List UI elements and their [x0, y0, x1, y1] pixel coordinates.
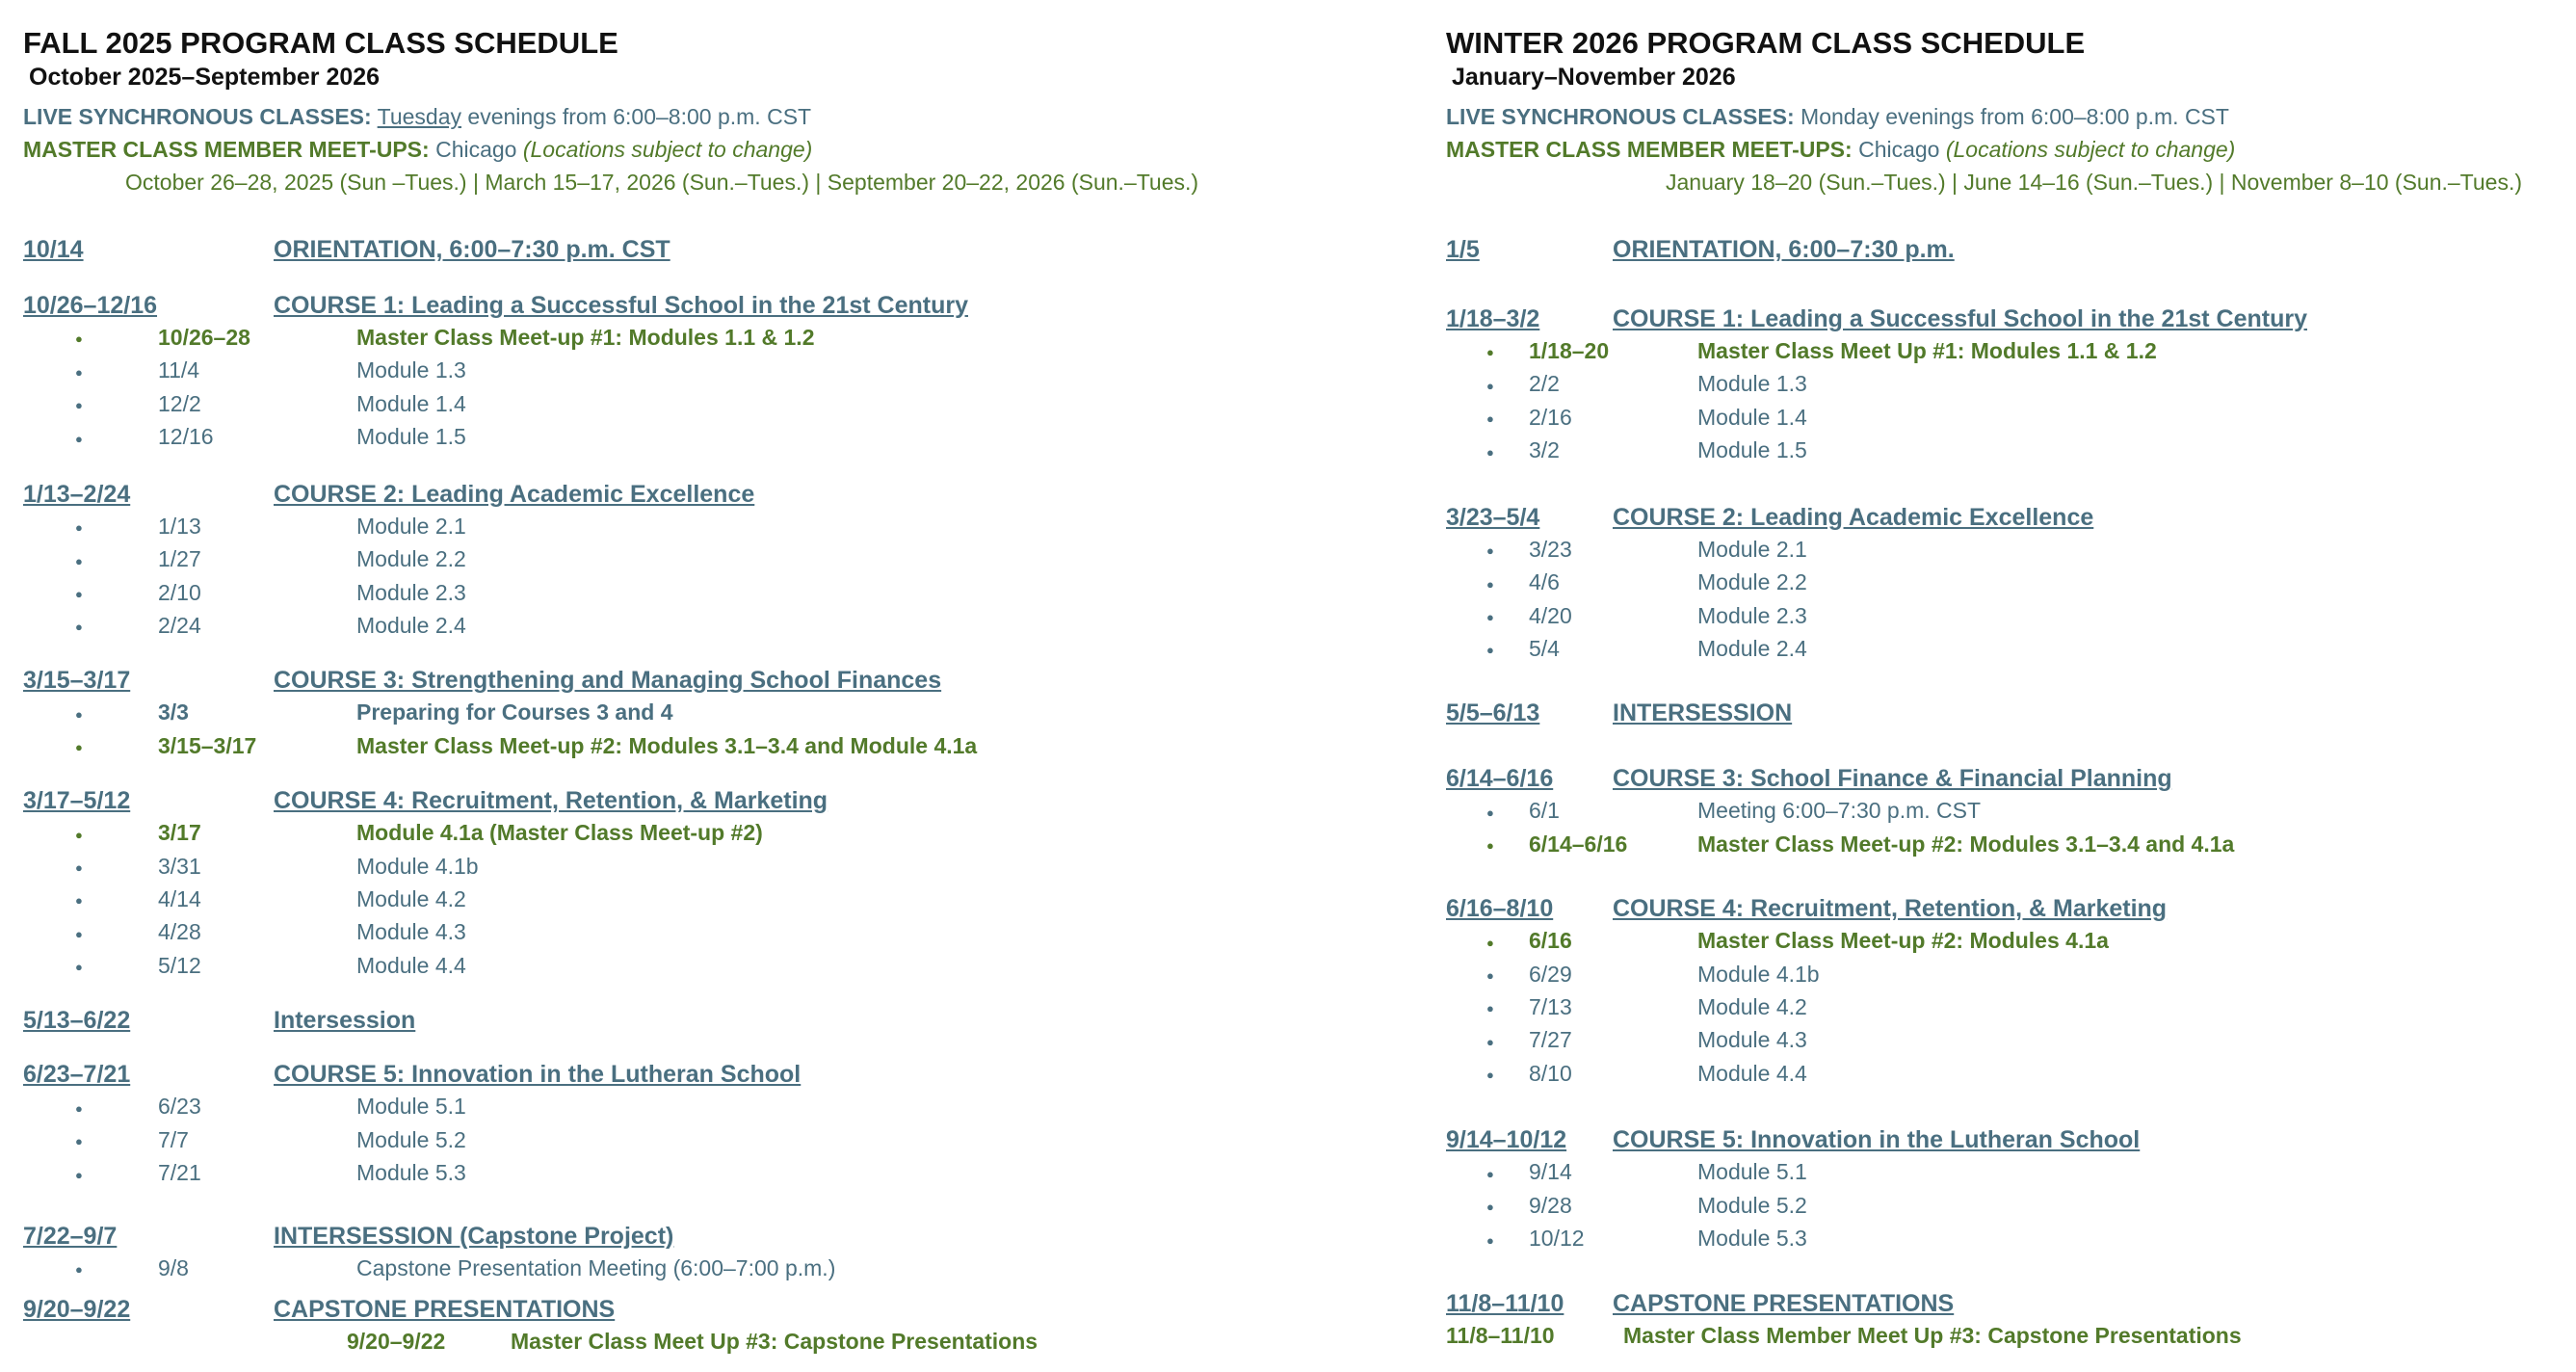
- item-text: Module 1.4: [1697, 404, 1807, 430]
- item-text: Master Class Meet-up #2: Modules 3.1–3.4 and Module 4.1a: [356, 732, 978, 758]
- capstone-row-text: Master Class Member Meet Up #3: Capstone Presentations: [1623, 1322, 2242, 1348]
- list-item: [23, 730, 1410, 763]
- item-text: Module 5.3: [356, 1160, 466, 1186]
- section-title: ORIENTATION, 6:00–7:30 p.m. CST: [274, 236, 670, 263]
- meetups-label: MASTER CLASS MEMBER MEET-UPS:: [23, 137, 430, 162]
- section-title: COURSE 1: Leading a Successful School in the 21st Century: [274, 292, 968, 319]
- item-text: Module 2.2: [356, 546, 466, 572]
- item-date: 3/31: [158, 853, 201, 879]
- winter-schedule: [1446, 25, 2563, 1352]
- section-heading: [23, 478, 1410, 511]
- item-date: 1/13: [158, 513, 201, 539]
- bullet-icon: [23, 1124, 158, 1157]
- list-item: [23, 697, 1410, 729]
- item-text: Module 4.1a (Master Class Meet-up #2): [356, 820, 763, 846]
- section-heading: [23, 1220, 1410, 1253]
- section-date: 3/15–3/17: [23, 667, 131, 695]
- module-list: [23, 1091, 1410, 1190]
- item-date: 11/4: [158, 357, 200, 383]
- bullet-icon: [23, 421, 158, 454]
- subtitle: October 2025–September 2026: [29, 64, 381, 91]
- capstone-row-date: 9/20–9/22: [347, 1329, 446, 1355]
- list-item: [23, 1157, 1410, 1190]
- course5-section: [23, 1058, 1410, 1190]
- bullet-icon: [23, 884, 158, 916]
- module-list: [1446, 795, 2563, 861]
- meetups-city: Chicago: [1858, 137, 1940, 162]
- bullet-icon: [1446, 925, 1529, 958]
- item-date: 1/27: [158, 546, 201, 572]
- course5-section: [1446, 1123, 2563, 1255]
- bullet-icon: [1446, 1156, 1529, 1189]
- section-date: 6/14–6/16: [1446, 765, 1554, 793]
- live-label: LIVE SYNCHRONOUS CLASSES:: [1446, 104, 1795, 129]
- bullet-icon: [1446, 1024, 1529, 1057]
- meetups-city: Chicago: [435, 137, 517, 162]
- section-title: COURSE 3: Strengthening and Managing School Finances: [274, 667, 942, 695]
- item-date: 7/21: [158, 1160, 201, 1186]
- item-text: Module 2.4: [356, 612, 466, 638]
- item-text: Module 4.2: [1697, 994, 1807, 1020]
- item-text: Module 2.4: [1697, 635, 1807, 661]
- list-item: [1446, 795, 2563, 828]
- list-item: [23, 1253, 1410, 1285]
- list-item: [1446, 1223, 2563, 1255]
- section-date: 10/26–12/16: [23, 292, 158, 319]
- list-item: [1446, 1156, 2563, 1189]
- item-date: 4/6: [1529, 569, 1560, 595]
- meetups-note: (Locations subject to change): [1945, 137, 2236, 162]
- section-title: CAPSTONE PRESENTATIONS: [274, 1296, 616, 1324]
- section-heading: [1446, 303, 2563, 335]
- list-item: [23, 511, 1410, 543]
- subtitle: January–November 2026: [1452, 64, 1736, 91]
- bullet-icon: [23, 916, 158, 949]
- item-text: Module 1.3: [1697, 371, 1807, 397]
- section-heading: [1446, 762, 2563, 795]
- section-title: COURSE 4: Recruitment, Retention, & Marketing: [1613, 895, 2168, 923]
- section-date: 9/20–9/22: [23, 1296, 131, 1324]
- orientation-section: [23, 233, 1410, 266]
- section-heading: [1446, 1287, 2563, 1320]
- bullet-icon: [23, 577, 158, 610]
- section-title: COURSE 5: Innovation in the Lutheran School: [1613, 1126, 2141, 1154]
- bullet-icon: [23, 1253, 158, 1285]
- item-text: Master Class Meet-up #2: Modules 4.1a: [1697, 928, 2109, 954]
- list-item: [1446, 829, 2563, 861]
- item-date: 1/18–20: [1529, 338, 1610, 363]
- item-date: 10/26–28: [158, 325, 250, 350]
- item-date: 3/2: [1529, 437, 1560, 463]
- bullet-icon: [1446, 795, 1529, 828]
- intersession-section: [1446, 697, 2563, 729]
- section-title: COURSE 2: Leading Academic Excellence: [274, 480, 755, 508]
- item-date: 5/12: [158, 952, 201, 978]
- bullet-icon: [1446, 402, 1529, 435]
- bullet-icon: [23, 355, 158, 387]
- item-text: Master Class Meet Up #1: Modules 1.1 & 1.2: [1697, 338, 2157, 363]
- bullet-icon: [1446, 435, 1529, 467]
- list-item: [23, 543, 1410, 576]
- meetups-note: (Locations subject to change): [522, 137, 813, 162]
- section-title: INTERSESSION: [1613, 699, 1793, 727]
- bullet-icon: [23, 388, 158, 421]
- item-date: 2/24: [158, 612, 201, 638]
- list-item: [1446, 368, 2563, 401]
- list-item: [23, 421, 1410, 454]
- bullet-icon: [23, 817, 158, 850]
- bullet-icon: [1446, 633, 1529, 666]
- bullet-icon: [23, 322, 158, 355]
- module-list: [1446, 1156, 2563, 1255]
- item-date: 7/13: [1529, 994, 1572, 1020]
- section-title: ORIENTATION, 6:00–7:30 p.m.: [1613, 236, 1955, 263]
- list-item: [1446, 925, 2563, 958]
- list-item: [1446, 1058, 2563, 1091]
- module-list: [23, 322, 1410, 455]
- item-text: Module 4.3: [1697, 1027, 1807, 1053]
- bullet-icon: [1446, 567, 1529, 599]
- bullet-icon: [23, 511, 158, 543]
- capstone-row-date: 11/8–11/10: [1446, 1322, 1555, 1348]
- orientation-section: [1446, 233, 2563, 266]
- live-rest: evenings from 6:00–8:00 p.m. CST: [467, 104, 812, 129]
- section-date: 3/23–5/4: [1446, 503, 1540, 531]
- item-text: Module 1.4: [356, 390, 466, 416]
- meetups-line: [23, 133, 1410, 166]
- course3-section: [1446, 762, 2563, 861]
- bullet-icon: [23, 610, 158, 643]
- list-item: [1446, 600, 2563, 633]
- section-heading: [23, 1004, 1410, 1037]
- section-title: Intersession: [274, 1007, 416, 1035]
- page-title: WINTER 2026 PROGRAM CLASS SCHEDULE: [1446, 26, 2086, 60]
- live-classes-line: [23, 100, 1410, 133]
- item-date: 6/1: [1529, 798, 1560, 824]
- item-text: Module 4.3: [356, 919, 466, 945]
- item-date: 9/28: [1529, 1192, 1572, 1218]
- section-heading: [1446, 697, 2563, 729]
- capstone-section: [23, 1293, 1410, 1358]
- item-date: 6/16: [1529, 928, 1572, 954]
- section-date: 10/14: [23, 236, 84, 263]
- list-item: [1446, 633, 2563, 666]
- section-heading: [23, 289, 1410, 322]
- page-title: FALL 2025 PROGRAM CLASS SCHEDULE: [23, 26, 618, 60]
- list-item: [23, 851, 1410, 884]
- item-text: Preparing for Courses 3 and 4: [356, 699, 673, 726]
- intersession-section: [23, 1004, 1410, 1037]
- section-date: 5/5–6/13: [1446, 699, 1540, 727]
- list-item: [1446, 991, 2563, 1024]
- section-date: 6/16–8/10: [1446, 895, 1554, 923]
- section-heading: [1446, 233, 2563, 266]
- course2-section: [23, 478, 1410, 644]
- section-title: INTERSESSION (Capstone Project): [274, 1222, 674, 1250]
- item-text: Module 2.2: [1697, 569, 1807, 595]
- list-item: [1446, 959, 2563, 991]
- item-text: Module 1.3: [356, 357, 466, 383]
- list-item: [23, 817, 1410, 850]
- item-text: Module 1.5: [356, 424, 466, 450]
- section-date: 1/13–2/24: [23, 480, 131, 508]
- module-list: [23, 1253, 1410, 1285]
- item-text: Module 4.4: [356, 952, 466, 978]
- list-item: [1446, 402, 2563, 435]
- course4-section: [23, 784, 1410, 983]
- bullet-icon: [1446, 829, 1529, 861]
- section-date: 1/5: [1446, 236, 1480, 263]
- item-text: Module 4.2: [356, 886, 466, 912]
- bullet-icon: [1446, 534, 1529, 567]
- item-date: 3/17: [158, 820, 201, 846]
- section-heading: [23, 784, 1410, 817]
- item-date: 2/10: [158, 579, 201, 605]
- module-list: [23, 511, 1410, 644]
- section-heading: [1446, 1123, 2563, 1156]
- section-title: COURSE 3: School Finance & Financial Planning: [1613, 765, 2172, 793]
- list-item: [23, 577, 1410, 610]
- section-title: COURSE 4: Recruitment, Retention, & Marketing: [274, 787, 828, 815]
- list-item: [23, 388, 1410, 421]
- section-date: 3/17–5/12: [23, 787, 131, 815]
- list-item: [1446, 534, 2563, 567]
- capstone-row-text: Master Class Meet Up #3: Capstone Presentations: [511, 1329, 1038, 1355]
- capstone-row: [1446, 1320, 2563, 1352]
- list-item: [23, 610, 1410, 643]
- bullet-icon: [23, 730, 158, 763]
- item-date: 6/14–6/16: [1529, 831, 1628, 857]
- section-heading: [1446, 501, 2563, 534]
- bullet-icon: [23, 1157, 158, 1190]
- item-text: Master Class Meet-up #2: Modules 3.1–3.4 and 4.1a: [1697, 831, 2235, 857]
- section-title: COURSE 2: Leading Academic Excellence: [1613, 503, 2094, 531]
- item-date: 3/15–3/17: [158, 732, 257, 758]
- item-date: 7/7: [158, 1126, 189, 1152]
- capstone-project-section: [23, 1220, 1410, 1285]
- list-item: [1446, 335, 2563, 368]
- item-date: 3/23: [1529, 536, 1572, 562]
- item-text: Module 4.4: [1697, 1060, 1807, 1086]
- section-date: 5/13–6/22: [23, 1007, 131, 1035]
- item-text: Module 4.1b: [356, 853, 479, 879]
- section-date: 6/23–7/21: [23, 1061, 131, 1089]
- section-title: COURSE 1: Leading a Successful School in the 21st Century: [1613, 305, 2307, 332]
- item-date: 12/2: [158, 390, 201, 416]
- bullet-icon: [23, 1091, 158, 1123]
- module-list: [1446, 335, 2563, 468]
- bullet-icon: [1446, 335, 1529, 368]
- list-item: [23, 1091, 1410, 1123]
- item-date: 6/23: [158, 1094, 201, 1120]
- item-date: 8/10: [1529, 1060, 1572, 1086]
- live-day: Tuesday: [377, 104, 462, 129]
- item-text: Master Class Meet-up #1: Modules 1.1 & 1.2: [356, 325, 815, 350]
- module-list: [23, 697, 1410, 763]
- section-heading: [23, 1058, 1410, 1091]
- item-date: 4/20: [1529, 602, 1572, 628]
- list-item: [1446, 1190, 2563, 1223]
- list-item: [1446, 1024, 2563, 1057]
- section-date: 7/22–9/7: [23, 1222, 118, 1250]
- course1-section: [23, 289, 1410, 455]
- list-item: [23, 1124, 1410, 1157]
- item-date: 4/28: [158, 919, 201, 945]
- course3-section: [23, 664, 1410, 763]
- item-text: Module 5.1: [1697, 1159, 1807, 1185]
- item-date: 7/27: [1529, 1027, 1572, 1053]
- item-text: Meeting 6:00–7:30 p.m. CST: [1697, 798, 1982, 824]
- module-list: [23, 817, 1410, 983]
- item-text: Module 2.1: [356, 513, 466, 539]
- course2-section: [1446, 501, 2563, 667]
- item-text: Module 2.3: [1697, 602, 1807, 628]
- bullet-icon: [1446, 991, 1529, 1024]
- bullet-icon: [1446, 959, 1529, 991]
- module-list: [1446, 534, 2563, 667]
- list-item: [23, 355, 1410, 387]
- course4-section: [1446, 892, 2563, 1091]
- section-heading: [23, 233, 1410, 266]
- item-date: 5/4: [1529, 635, 1560, 661]
- item-date: 3/3: [158, 699, 189, 726]
- module-list: [1446, 925, 2563, 1091]
- item-date: 2/2: [1529, 371, 1560, 397]
- item-text: Module 5.2: [1697, 1192, 1807, 1218]
- item-text: Module 5.1: [356, 1094, 466, 1120]
- section-heading: [23, 664, 1410, 697]
- item-text: Module 4.1b: [1697, 961, 1820, 987]
- capstone-section: [1446, 1287, 2563, 1352]
- live-label: LIVE SYNCHRONOUS CLASSES:: [23, 104, 372, 129]
- bullet-icon: [1446, 368, 1529, 401]
- bullet-icon: [23, 697, 158, 729]
- bullet-icon: [23, 543, 158, 576]
- item-date: 9/8: [158, 1254, 189, 1280]
- item-text: Module 2.1: [1697, 536, 1807, 562]
- meetups-line: [1446, 133, 2563, 166]
- bullet-icon: [1446, 1058, 1529, 1091]
- section-date: 9/14–10/12: [1446, 1126, 1567, 1154]
- section-title: COURSE 5: Innovation in the Lutheran School: [274, 1061, 802, 1089]
- section-date: 11/8–11/10: [1446, 1289, 1564, 1317]
- section-date: 1/18–3/2: [1446, 305, 1540, 332]
- list-item: [23, 322, 1410, 355]
- list-item: [23, 884, 1410, 916]
- item-date: 4/14: [158, 886, 201, 912]
- list-item: [1446, 435, 2563, 467]
- item-date: 2/16: [1529, 404, 1572, 430]
- list-item: [1446, 567, 2563, 599]
- bullet-icon: [23, 950, 158, 983]
- item-text: Module 5.3: [1697, 1226, 1807, 1252]
- fall-schedule: [23, 25, 1410, 1358]
- item-date: 9/14: [1529, 1159, 1572, 1185]
- item-text: Capstone Presentation Meeting (6:00–7:00 p.m.): [356, 1254, 836, 1280]
- meetups-label: MASTER CLASS MEMBER MEET-UPS:: [1446, 137, 1853, 162]
- live-rest: Monday evenings from 6:00–8:00 p.m. CST: [1801, 104, 2229, 129]
- item-date: 12/16: [158, 424, 214, 450]
- bullet-icon: [1446, 1223, 1529, 1255]
- bullet-icon: [1446, 600, 1529, 633]
- item-date: 10/12: [1529, 1226, 1585, 1252]
- item-text: Module 1.5: [1697, 437, 1807, 463]
- bullet-icon: [23, 851, 158, 884]
- list-item: [23, 950, 1410, 983]
- course1-section: [1446, 303, 2563, 468]
- item-date: 6/29: [1529, 961, 1572, 987]
- meetups-dates: October 26–28, 2025 (Sun –Tues.) | March 15–17, 2026 (Sun.–Tues.) | September 20–22, 2026 (Sun.–Tues.): [125, 170, 1199, 195]
- section-title: CAPSTONE PRESENTATIONS: [1613, 1289, 1955, 1317]
- meetups-dates: January 18–20 (Sun.–Tues.) | June 14–16 (Sun.–Tues.) | November 8–10 (Sun.–Tues.): [1666, 170, 2523, 195]
- item-text: Module 2.3: [356, 579, 466, 605]
- section-heading: [23, 1293, 1410, 1326]
- capstone-row: [23, 1326, 1410, 1358]
- live-classes-line: [1446, 100, 2563, 133]
- bullet-icon: [1446, 1190, 1529, 1223]
- section-heading: [1446, 892, 2563, 925]
- item-text: Module 5.2: [356, 1126, 466, 1152]
- list-item: [23, 916, 1410, 949]
